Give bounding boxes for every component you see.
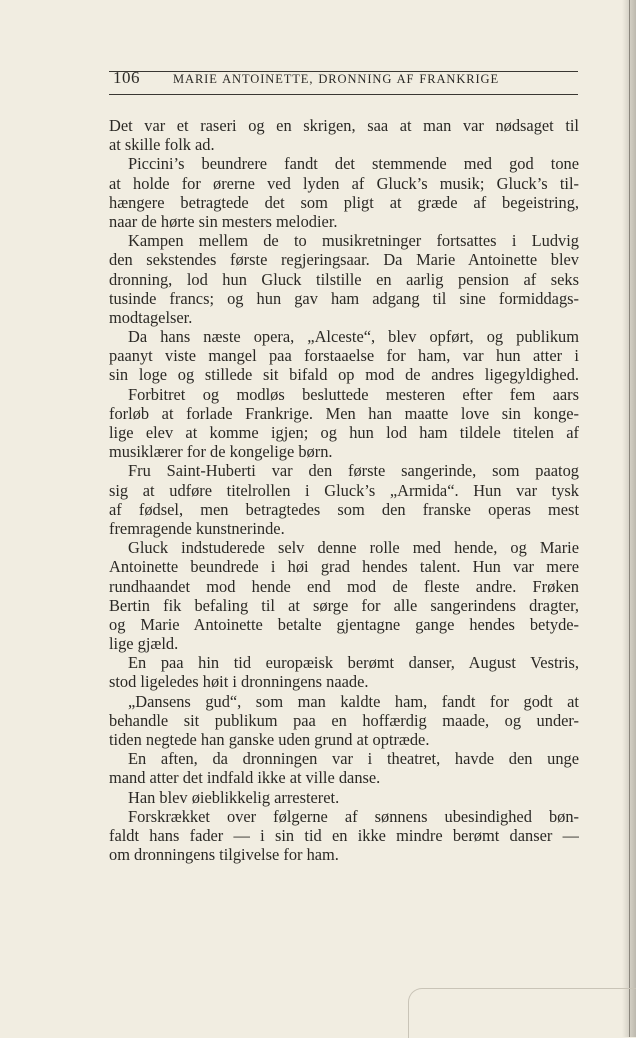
text-line: Piccini’s beundrere fandt det stemmende med god tone [128, 154, 579, 174]
text-line: tiden negtede han ganske uden grund at optræde. [109, 730, 430, 749]
text-line: tusinde francs; og hun gav ham adgang til sine formiddags- [109, 288, 579, 308]
text-line: sin loge og stillede sit bifald op mod de andres ligegyldighed. [109, 365, 579, 385]
text-line: at skille folk ad. [109, 135, 215, 155]
text-line: lige gjæld. [109, 634, 179, 654]
text-line: sig at udføre titelrollen i Gluck’s „Armida“. Hun var tysk [109, 480, 579, 500]
text-line: at holde for ørerne ved lyden af Gluck’s musik; Gluck’s til- [109, 173, 579, 193]
faint-stamp-outline [408, 988, 636, 1038]
text-line: om dronningens tilgivelse for ham. [109, 845, 339, 865]
text-line: og Marie Antoinette betalte gjentagne gange hendes betyde- [109, 614, 579, 634]
text-line: musiklærer for de kongelige børn. [109, 442, 333, 462]
text-line: rundhaandet mod hende end mod de fleste andre. Frøken [109, 576, 579, 596]
text-line: fremragende kunstnerinde. [109, 518, 285, 538]
page-number: 106 [113, 68, 140, 87]
page-edge-line [629, 0, 630, 1037]
body-text [109, 116, 579, 864]
text-line: naar de hørte sin mesters melodier. [109, 211, 338, 231]
page-header [109, 64, 578, 96]
header-rule-bottom [109, 94, 578, 95]
text-line: paanyt viste mangel paa forstaaelse for ham, var hun atter i [109, 346, 579, 366]
text-line: modtagelser. [109, 307, 193, 327]
text-line: Kampen mellem de to musikretninger fortsattes i Ludvig [128, 231, 579, 251]
text-line: Fru Saint-Huberti var den første sangerinde, som paatog [128, 461, 579, 481]
text-line: En paa hin tid europæisk berømt danser, August Vestris, [128, 653, 579, 673]
text-line: Forskrækket over følgerne af sønnens ubesindighed bøn- [128, 806, 579, 826]
text-line: lige elev at komme igjen; og hun lod ham tildele titelen af [109, 423, 579, 442]
text-line: Det var et raseri og en skrigen, saa at man var nødsaget til [109, 116, 579, 135]
text-line: behandle sit publikum paa en hoffærdig maade, og under- [109, 710, 579, 730]
text-line: forløb at forlade Frankrige. Men han maatte love sin konge- [109, 403, 579, 423]
text-line: af fødsel, men betragtedes som den franske operas mest [109, 499, 579, 519]
text-line: Bertin fik befaling til at sørge for alle sangerindens dragter, [109, 595, 579, 615]
text-line: faldt hans fader — i sin tid en ikke mindre berømt danser — [109, 825, 579, 845]
text-line: dronning, lod hun Gluck tilstille en aarlig pension af seks [109, 269, 579, 289]
text-line: stod ligeledes høit i dronningens naade. [109, 672, 369, 692]
text-line: Da hans næste opera, „Alceste“, blev opført, og publikum [128, 327, 579, 347]
text-line: hængere betragtede det som pligt at græde af begeistring, [109, 192, 579, 212]
text-line: Han blev øieblikkelig arresteret. [128, 787, 340, 807]
text-line: Antoinette beundrede i høi grad hendes talent. Hun var mere [109, 557, 579, 577]
text-line: „Dansens gud“, som man kaldte ham, fandt for godt at [128, 691, 579, 711]
text-line: mand atter det indfald ikke at ville danse. [109, 768, 381, 788]
text-line: Gluck indstuderede selv denne rolle med hende, og Marie [128, 538, 579, 558]
text-line: En aften, da dronningen var i theatret, havde den unge [128, 749, 579, 769]
running-head: MARIE ANTOINETTE, DRONNING AF FRANKRIGE [173, 72, 500, 86]
text-line: den sekstendes første regjeringsaar. Da Marie Antoinette blev [109, 250, 579, 270]
text-line: Forbitret og modløs besluttede mesteren efter fem aars [128, 384, 579, 404]
